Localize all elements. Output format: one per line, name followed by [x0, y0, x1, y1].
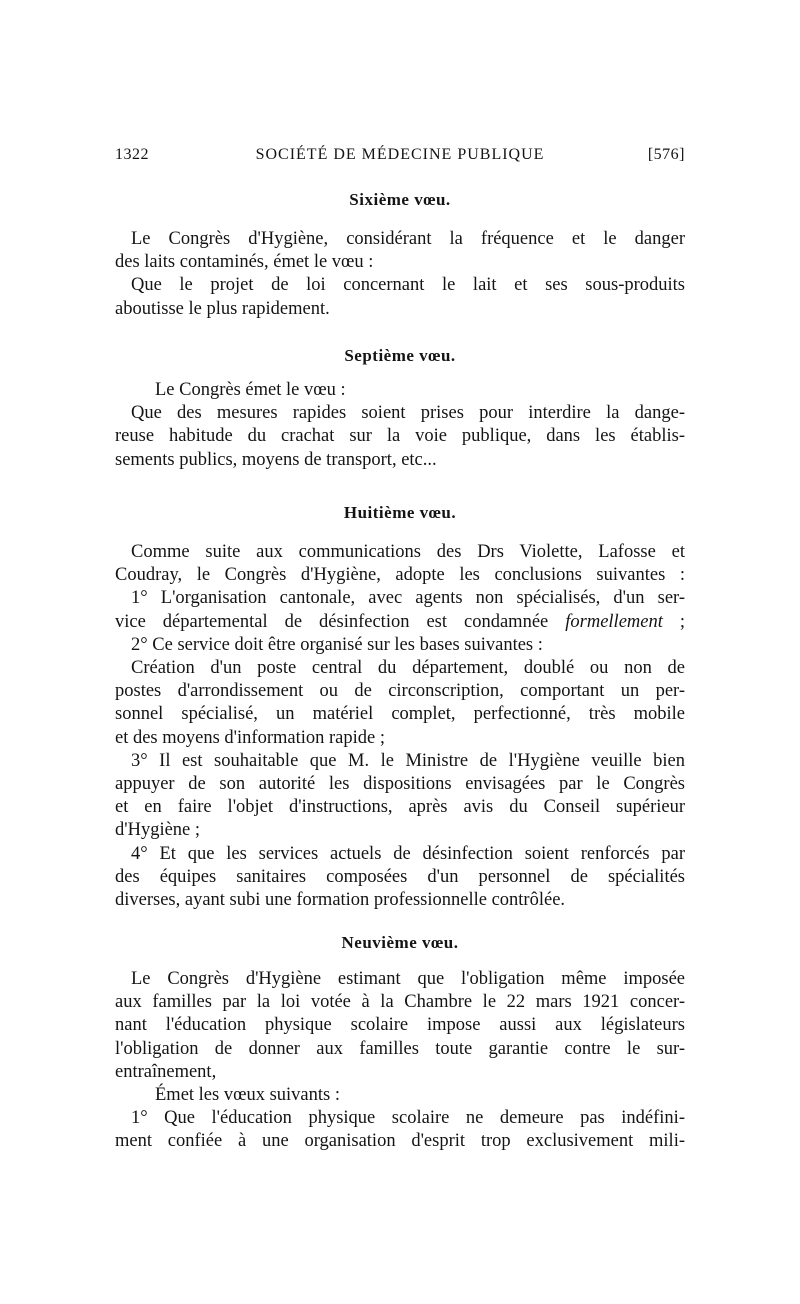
paragraph-line: l'obligation de donner aux familles toute garantie contre le sur-: [115, 1038, 685, 1059]
section-heading: Neuvième vœu.: [341, 933, 459, 952]
paragraph-line: sements publics, moyens de transport, etc...: [115, 449, 437, 470]
paragraph-line: nant l'éducation physique scolaire impose aussi aux législateurs: [115, 1015, 685, 1036]
section-body: [115, 228, 685, 321]
paragraph-line: postes d'arrondissement ou de circonscription, comportant un per-: [115, 681, 685, 702]
page-number: 1322: [115, 146, 149, 163]
paragraph-line: 1° L'organisation cantonale, avec agents non spécialisés, d'un ser-: [131, 588, 685, 609]
paragraph-line: Comme suite aux communications des Drs Violette, Lafosse et: [131, 542, 685, 562]
section-heading: Huitième vœu.: [343, 503, 457, 522]
paragraph-line: Le Congrès d'Hygiène estimant que l'obligation même imposée: [131, 969, 685, 989]
paragraph-line: diverses, ayant subi une formation professionnelle contrôlée.: [115, 890, 566, 911]
running-header: [115, 146, 685, 170]
paragraph-line: et en faire l'objet d'instructions, après avis du Conseil supérieur: [115, 797, 685, 818]
section-heading: Sixième vœu.: [349, 190, 451, 209]
paragraph-line: d'Hygiène ;: [115, 820, 201, 841]
paragraph-line: Le Congrès émet le vœu :: [155, 380, 346, 400]
bracket-page-number: [576]: [647, 146, 685, 163]
paragraph-line: entraînement,: [115, 1061, 217, 1082]
paragraph-line: Création d'un poste central du département, doublé ou non de: [131, 658, 685, 679]
paragraph-line: reuse habitude du crachat sur la voie publique, dans les établis-: [115, 426, 685, 447]
paragraph-line: Que le projet de loi concernant le lait et ses sous-produits: [131, 275, 685, 296]
paragraph-line: Le Congrès d'Hygiène, considérant la fréquence et le danger: [131, 229, 685, 249]
paragraph-line: aux familles par la loi votée à la Chambre le 22 mars 1921 concer-: [115, 992, 685, 1013]
section-heading: Septième vœu.: [344, 346, 456, 365]
paragraph-line: 4° Et que les services actuels de désinfection soient renforcés par: [131, 843, 685, 864]
paragraph-line: des équipes sanitaires composées d'un personnel de spécialités: [115, 866, 685, 887]
paragraph-line: Que des mesures rapides soient prises pour interdire la dange-: [131, 403, 685, 424]
section-body: [115, 968, 685, 1154]
section-body: [115, 379, 685, 472]
paragraph-line: Émet les vœux suivants :: [155, 1085, 340, 1106]
paragraph-line: ment confiée à une organisation d'esprit trop exclusivement mili-: [115, 1131, 685, 1152]
section-body: [115, 541, 685, 912]
paragraph-line: sonnel spécialisé, un matériel complet, perfectionné, très mobile: [115, 704, 685, 725]
paragraph-line: 2° Ce service doit être organisé sur les bases suivantes :: [131, 634, 543, 655]
paragraph-line: et des moyens d'information rapide ;: [115, 727, 385, 748]
running-title: SOCIÉTÉ DE MÉDECINE PUBLIQUE: [255, 146, 545, 163]
paragraph-line: 1° Que l'éducation physique scolaire ne demeure pas indéfini-: [131, 1108, 685, 1129]
paragraph-line: aboutisse le plus rapidement.: [115, 298, 330, 319]
paragraph-line: vice départemental de désinfection est condamnée formellement ;: [115, 611, 686, 632]
paragraph-line: des laits contaminés, émet le vœu :: [115, 252, 374, 273]
emphasis-text: formellement: [565, 611, 663, 632]
paragraph-line: appuyer de son autorité les dispositions envisagées par le Congrès: [115, 774, 685, 795]
line-text: vice départemental de désinfection est condamnée: [115, 611, 549, 632]
paragraph-line: Coudray, le Congrès d'Hygiène, adopte les conclusions suivantes :: [115, 565, 685, 586]
paragraph-line: 3° Il est souhaitable que M. le Ministre de l'Hygiène veuille bien: [131, 750, 685, 771]
